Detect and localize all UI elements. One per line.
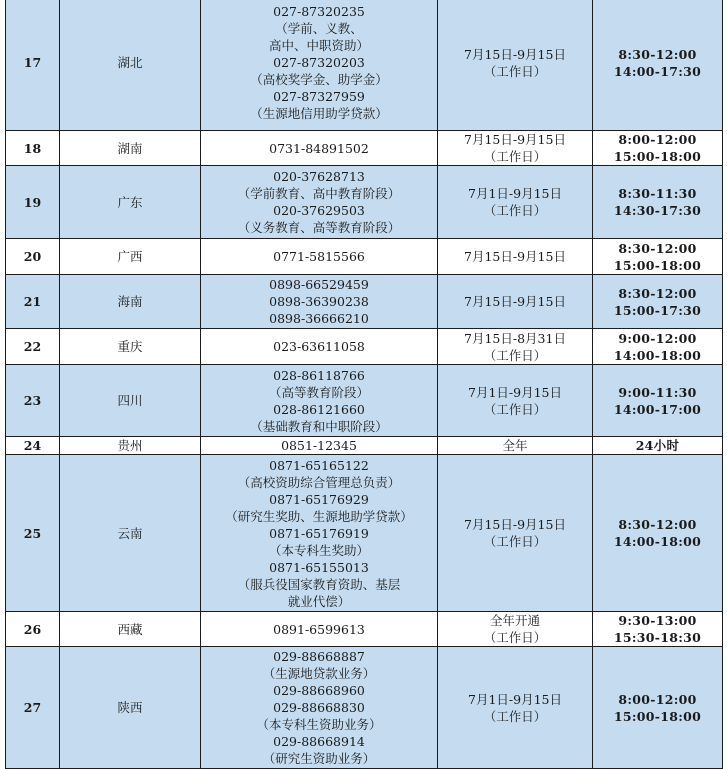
phone-line: 0771-5815566 — [273, 249, 365, 264]
hours-line: 15:00-17:30 — [613, 302, 702, 318]
hours-line: 8:00-12:00 — [618, 691, 697, 707]
hours-line: 14:00-18:00 — [613, 534, 702, 549]
row-number: 17 — [6, 0, 60, 131]
province-cell: 湖北 — [60, 0, 201, 131]
date-cell — [438, 647, 593, 769]
date-line: 7月1日-9月15日 — [468, 186, 562, 201]
table-body — [6, 0, 723, 769]
phone-line: 高中、中职资助） — [268, 38, 369, 53]
date-cell — [438, 437, 593, 455]
date-line: （工作日） — [483, 708, 547, 724]
phone-line: （学前教育、高中教育阶段） — [237, 186, 401, 201]
date-line: 7月15日-9月15日 — [464, 249, 566, 264]
phone-line: 0891-6599613 — [273, 621, 365, 637]
hours-line: 8:30-12:00 — [618, 517, 697, 532]
hours-line: 14:30-17:30 — [613, 203, 702, 218]
phone-line: 0898-36666210 — [269, 311, 369, 326]
phone-line: （基础教育和中职阶段） — [250, 418, 388, 434]
row-number: 19 — [6, 166, 60, 239]
phone-cell — [201, 0, 438, 131]
date-cell — [438, 0, 593, 131]
row-number: 21 — [6, 275, 60, 329]
phone-line: （研究生资助业务） — [262, 751, 376, 766]
phone-line: （高校资助综合管理总负责） — [237, 474, 401, 490]
phone-line: （服兵役国家教育资助、基层 — [237, 576, 401, 592]
province-cell: 云南 — [60, 455, 201, 612]
table-row — [6, 365, 723, 437]
phone-line: 029-88668914 — [273, 734, 365, 749]
hours-line: 14:00-17:00 — [613, 401, 702, 417]
hours-cell — [593, 365, 723, 437]
table-row — [6, 647, 723, 769]
phone-line: 027-87327959 — [273, 89, 365, 104]
phone-line: 020-37628713 — [273, 169, 365, 184]
date-cell — [438, 329, 593, 365]
phone-line: 029-88668830 — [273, 700, 365, 715]
phone-line: 0871-65176929 — [269, 491, 369, 507]
date-cell — [438, 166, 593, 239]
phone-line: 028-86121660 — [273, 401, 365, 417]
hours-cell — [593, 329, 723, 365]
phone-line: （义务教育、高等教育阶段） — [237, 220, 401, 235]
hours-cell — [593, 455, 723, 612]
date-cell — [438, 239, 593, 275]
hours-cell — [593, 647, 723, 769]
hours-line: 8:30-12:00 — [618, 285, 697, 301]
phone-line: （学前、义教、 — [275, 21, 363, 36]
phone-line: （高校奖学金、助学金） — [250, 72, 388, 87]
date-cell — [438, 131, 593, 166]
row-number: 24 — [6, 437, 60, 455]
date-line: 7月15日-9月15日 — [464, 132, 566, 147]
row-number: 22 — [6, 329, 60, 365]
phone-cell — [201, 166, 438, 239]
date-line: 7月15日-8月31日 — [464, 330, 566, 346]
hours-cell — [593, 166, 723, 239]
table-row — [6, 455, 723, 612]
phone-cell — [201, 131, 438, 166]
phone-line: 0851-12345 — [281, 438, 357, 453]
table-row — [6, 437, 723, 455]
phone-line: 029-88668887 — [273, 649, 365, 664]
phone-line: 0898-36390238 — [269, 294, 369, 309]
hours-line: 9:30-13:00 — [618, 613, 697, 628]
hours-line: 8:30-12:00 — [618, 240, 697, 256]
hours-line: 15:30-18:30 — [613, 630, 702, 645]
province-cell: 湖南 — [60, 131, 201, 166]
date-line: （工作日） — [483, 630, 547, 645]
phone-cell — [201, 612, 438, 647]
phone-line: 0871-65165122 — [269, 457, 369, 473]
hours-cell — [593, 0, 723, 131]
hours-line: 9:00-12:00 — [618, 330, 697, 346]
date-line: 7月1日-9月15日 — [468, 691, 562, 707]
hours-line: 15:00-18:00 — [613, 149, 702, 164]
row-number: 25 — [6, 455, 60, 612]
province-cell: 陕西 — [60, 647, 201, 769]
phone-line: 028-86118766 — [273, 367, 365, 383]
table-row — [6, 329, 723, 365]
table-row — [6, 166, 723, 239]
phone-line: 027-87320203 — [273, 55, 365, 70]
table-row — [6, 0, 723, 131]
province-cell: 四川 — [60, 365, 201, 437]
date-line: （工作日） — [483, 203, 547, 218]
date-cell — [438, 612, 593, 647]
phone-line: （高等教育阶段） — [268, 384, 369, 400]
province-cell: 贵州 — [60, 437, 201, 455]
hours-line: 8:30-11:30 — [618, 186, 697, 201]
phone-cell — [201, 455, 438, 612]
row-number: 26 — [6, 612, 60, 647]
province-cell: 海南 — [60, 275, 201, 329]
phone-cell — [201, 365, 438, 437]
date-line: （工作日） — [483, 149, 547, 164]
province-cell: 西藏 — [60, 612, 201, 647]
hours-line: 8:00-12:00 — [618, 132, 697, 147]
phone-line: （研究生奖助、生源地助学贷款） — [225, 508, 413, 524]
phone-cell — [201, 437, 438, 455]
phone-line: （生源地贷款业务） — [262, 666, 376, 681]
phone-line: 就业代偿） — [287, 593, 351, 609]
date-cell — [438, 275, 593, 329]
hours-line: 15:00-18:00 — [613, 257, 702, 273]
phone-cell — [201, 647, 438, 769]
table-row — [6, 275, 723, 329]
phone-cell — [201, 329, 438, 365]
phone-line: 027-87320235 — [273, 4, 365, 19]
phone-line: （本专科生资助业务） — [256, 717, 382, 732]
date-cell — [438, 455, 593, 612]
date-line: 全年 — [502, 438, 528, 453]
hours-line: 14:00-18:00 — [613, 347, 702, 363]
table-row — [6, 131, 723, 166]
date-line: 7月15日-9月15日 — [464, 294, 566, 309]
row-number: 18 — [6, 131, 60, 166]
date-line: 7月15日-9月15日 — [464, 517, 566, 532]
phone-line: 0871-65155013 — [269, 559, 369, 575]
phone-line: 023-63611058 — [273, 339, 365, 354]
province-cell: 广东 — [60, 166, 201, 239]
table-row — [6, 239, 723, 275]
hours-cell — [593, 239, 723, 275]
hours-cell — [593, 131, 723, 166]
hours-line: 8:30-12:00 — [618, 46, 697, 62]
hours-line: 14:00-17:30 — [613, 63, 702, 79]
row-number: 20 — [6, 239, 60, 275]
date-line: 7月15日-9月15日 — [464, 46, 566, 62]
date-line: 全年开通 — [489, 613, 540, 628]
phone-line: 0898-66529459 — [269, 277, 369, 292]
date-line: 7月1日-9月15日 — [468, 384, 562, 400]
hours-line: 24小时 — [635, 438, 680, 453]
province-cell: 重庆 — [60, 329, 201, 365]
phone-line: （生源地信用助学贷款） — [250, 106, 388, 121]
hours-line: 15:00-18:00 — [613, 708, 702, 724]
phone-cell — [201, 275, 438, 329]
row-number: 27 — [6, 647, 60, 769]
table-row — [6, 612, 723, 647]
hours-cell — [593, 275, 723, 329]
hours-cell — [593, 437, 723, 455]
date-line: （工作日） — [483, 63, 547, 79]
province-cell: 广西 — [60, 239, 201, 275]
hours-line: 9:00-11:30 — [618, 384, 697, 400]
hours-cell — [593, 612, 723, 647]
hotline-table — [5, 0, 723, 769]
date-line: （工作日） — [483, 401, 547, 417]
date-cell — [438, 365, 593, 437]
date-line: （工作日） — [483, 534, 547, 549]
phone-cell — [201, 239, 438, 275]
phone-line: 020-37629503 — [273, 203, 365, 218]
phone-line: （本专科生奖助） — [268, 542, 369, 558]
row-number: 23 — [6, 365, 60, 437]
date-line: （工作日） — [483, 347, 547, 363]
phone-line: 0731-84891502 — [269, 140, 369, 156]
phone-line: 0871-65176919 — [269, 525, 369, 541]
phone-line: 029-88668960 — [273, 683, 365, 698]
